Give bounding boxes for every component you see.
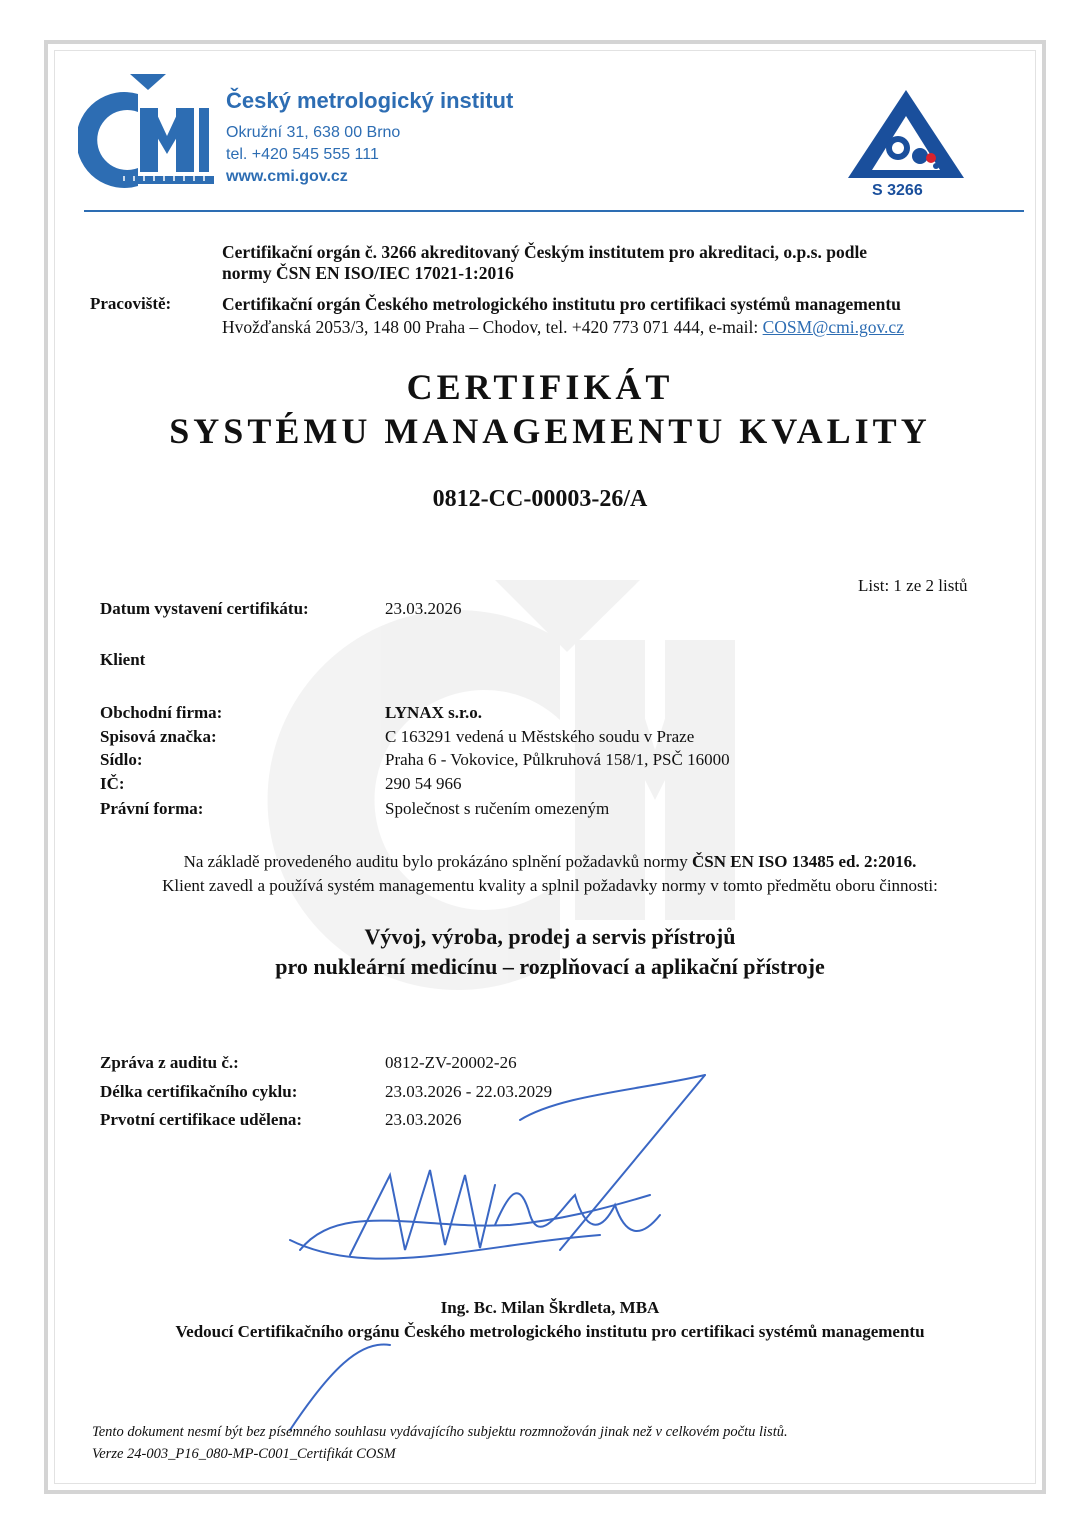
scope-line-1: Vývoj, výroba, prodej a servis přístrojů [364, 924, 736, 949]
certificate-title: CERTIFIKÁT [406, 367, 674, 407]
audit-row-value: 0812-ZV-20002-26 [385, 1053, 517, 1072]
signatory-position: Vedoucí Certifikačního orgánu Českého metrologického institutu pro certifikaci systémů managementu [175, 1322, 925, 1341]
client-row-label: Obchodní firma: [100, 703, 223, 722]
audit-row-label: Prvotní certifikace udělena: [100, 1110, 303, 1129]
certificate-subtitle: SYSTÉMU MANAGEMENTU KVALITY [169, 411, 931, 451]
client-heading: Klient [100, 650, 146, 669]
org-website[interactable]: www.cmi.gov.cz [226, 168, 348, 185]
client-row-value: Společnost s ručením omezeným [385, 799, 610, 818]
workplace-address: Hvožďanská 2053/3, 148 00 Praha – Chodov, tel. +420 773 071 444, e-mail: COSM@cmi.gov.cz [222, 317, 904, 337]
scope-intro: Klient zavedl a používá systém managementu kvality a splnil požadavky normy v tomto předmětu oboru činnosti: [162, 876, 938, 895]
audit-statement: Na základě provedeného auditu bylo prokázáno splnění požadavků normy ČSN EN ISO 13485 ed. 2:2016. [183, 852, 917, 871]
client-row-label: Právní forma: [100, 799, 204, 818]
accreditation-statement: Certifikační orgán č. 3266 akreditovaný Českým institutem pro akreditaci, o.p.s. podle normy ČSN EN ISO/IEC 17021-1:2016 [222, 242, 868, 283]
client-row-label: Spisová značka: [100, 727, 217, 746]
audit-row-label: Zpráva z auditu č.: [100, 1053, 239, 1072]
client-row-value: 290 54 966 [385, 774, 462, 793]
email-link[interactable]: COSM@cmi.gov.cz [762, 317, 904, 337]
footer-version: Verze 24-003_P16_080-MP-C001_Certifikát COSM [92, 1446, 396, 1462]
workplace-label: Pracoviště: [90, 294, 172, 313]
client-row-value: C 163291 vedená u Městského soudu v Praze [385, 727, 695, 746]
org-name: Český metrologický institut [226, 88, 514, 113]
issue-date-label: Datum vystavení certifikátu: [100, 599, 309, 618]
accreditation-badge-label: S 3266 [872, 182, 923, 199]
client-row-label: Sídlo: [100, 750, 143, 769]
sheet-info: List: 1 ze 2 listů [858, 576, 968, 595]
certificate-number: 0812-CC-00003-26/A [432, 486, 648, 512]
scope-line-2: pro nukleární medicínu – rozplňovací a aplikační přístroje [275, 954, 825, 979]
signatory-name: Ing. Bc. Milan Škrdleta, MBA [440, 1298, 660, 1317]
client-row-value: Praha 6 - Vokovice, Půlkruhová 158/1, PSČ 16000 [385, 750, 730, 769]
footer-note: Tento dokument nesmí být bez písemného souhlasu vydávajícího subjektu rozmnožován jinak než v celkovém počtu listů. [92, 1424, 788, 1440]
org-phone: tel. +420 545 555 111 [226, 146, 379, 163]
audit-row-value: 23.03.2026 - 22.03.2029 [385, 1082, 553, 1101]
client-row-label: IČ: [100, 774, 125, 793]
org-address: Okružní 31, 638 00 Brno [226, 124, 401, 141]
workplace-name: Certifikační orgán Českého metrologického institutu pro certifikaci systémů managementu [222, 294, 901, 314]
client-row-value: LYNAX s.r.o. [385, 703, 482, 722]
audit-row-label: Délka certifikačního cyklu: [100, 1082, 298, 1101]
audit-row-value: 23.03.2026 [385, 1110, 462, 1129]
issue-date-value: 23.03.2026 [385, 599, 462, 618]
